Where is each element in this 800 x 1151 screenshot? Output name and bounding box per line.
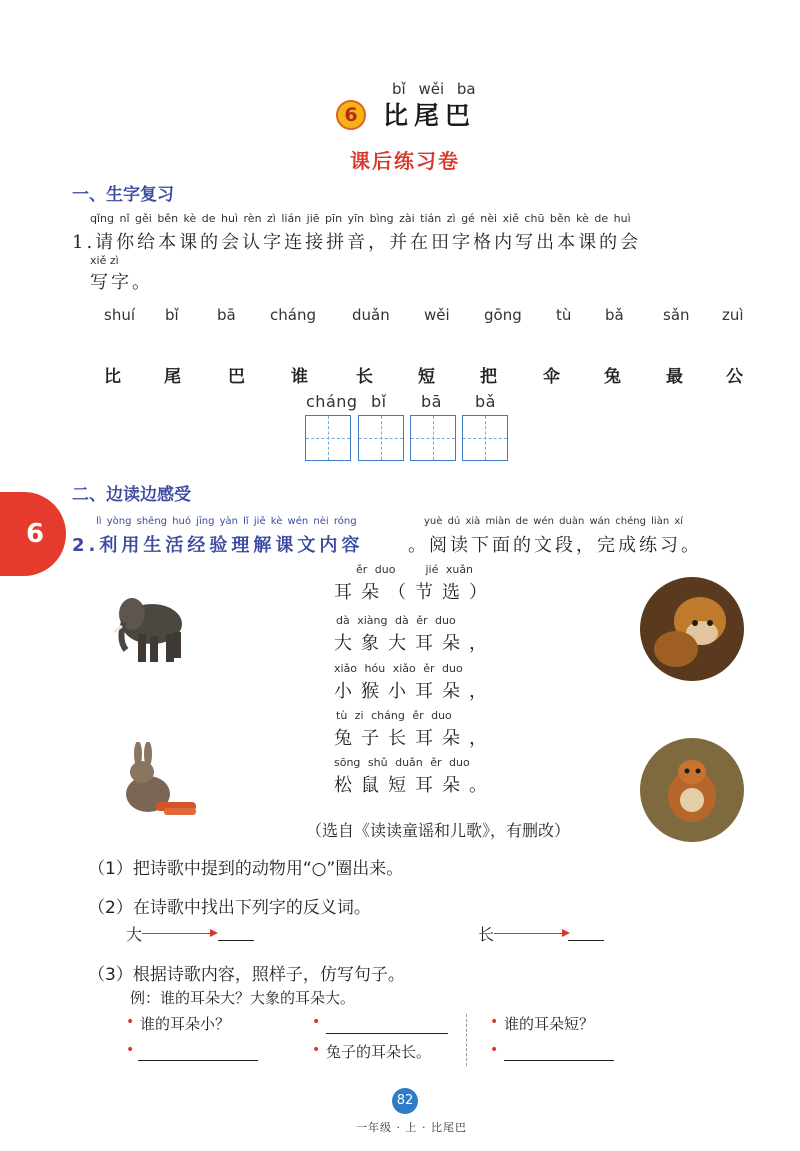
sub-question-3: （3）根据诗歌内容，照样子，仿写句子。 [88,965,405,985]
arrow-icon [494,933,568,934]
elephant-image [110,588,190,670]
character-item[interactable]: 谁 [291,367,308,387]
question-2-pinyin-a: lì yòng shēng huó jīng yàn lǐ jiě kè wén nèi róng [96,516,357,527]
question-2-text-a: 2.利用生活经验理解课文内容 [72,535,364,556]
question-1-pinyin-2: xiě zì [90,254,119,267]
character-item[interactable]: 把 [480,367,497,387]
pinyin-item[interactable]: duǎn [352,306,390,324]
section-heading-2: 二、边读边感受 [72,485,191,505]
question-2-pinyin-b: yuè dú xià miàn de wén duàn wán chéng liàn xí [424,516,684,527]
character-item[interactable]: 兔 [604,367,621,387]
pinyin-item[interactable]: wěi [424,306,450,324]
page-subtitle: 课后练习卷 [350,149,460,173]
writing-grid-box[interactable] [462,415,508,461]
character-item[interactable]: 长 [356,367,373,387]
poem-title: 耳朵（节选） [334,582,496,603]
squirrel-image [640,738,744,842]
fill-blank[interactable] [138,1060,258,1061]
pinyin-item[interactable]: sǎn [663,306,690,324]
pinyin-item[interactable]: bā [217,306,236,324]
question-1-pinyin: qǐng nǐ gěi běn kè de huì rèn zì lián jiē pīn yīn bìng zài tián zì gé nèi xiě chū běn kè de huì [90,212,631,225]
writing-grid-box[interactable] [410,415,456,461]
rabbit-image [108,742,204,822]
character-item[interactable]: 公 [726,367,743,387]
pinyin-item[interactable]: shuí [104,306,135,324]
fill-blank[interactable] [504,1060,614,1061]
question-2-text-b: 。阅读下面的文段，完成练习。 [408,535,702,556]
poem-line-pinyin: xiǎo hóu xiǎo ěr duo [334,662,463,675]
bullet-icon: • [126,1042,135,1058]
poem-line: 兔子长耳朵， [334,728,496,749]
pinyin-item[interactable]: tù [556,306,572,324]
sub-question-2: （2）在诗歌中找出下列字的反义词。 [88,898,371,918]
poem-line-pinyin: tù zi cháng ěr duo [336,709,452,722]
footer-text: 一年级 · 上 · 比尾巴 [356,1121,467,1134]
character-item[interactable]: 短 [418,367,435,387]
pinyin-item[interactable]: bǐ [165,306,179,324]
sub-question-1: （1）把诗歌中提到的动物用“○”圈出来。 [88,859,404,879]
pinyin-item[interactable]: cháng [270,306,316,324]
example-sentence: 例：谁的耳朵大？大象的耳朵大。 [130,989,356,1007]
poem-line: 松鼠短耳朵。 [334,775,496,796]
question-1-text-2: 写字。 [90,272,153,293]
antonym-blank-2[interactable] [568,940,604,941]
writing-grid-box[interactable] [358,415,404,461]
writing-grid-box[interactable] [305,415,351,461]
chapter-side-tab: 6 [0,492,66,576]
lesson-title: 比尾巴 [383,101,477,130]
grid-pinyin: bǐ [371,392,387,411]
bullet-icon: • [490,1014,499,1030]
character-item[interactable]: 最 [666,367,683,387]
grid-pinyin: bā [421,392,442,411]
pinyin-item[interactable]: gōng [484,306,522,324]
bullet-icon: • [126,1014,135,1030]
divider [466,1014,467,1066]
page-number: 82 [392,1088,418,1114]
arrow-icon [142,933,216,934]
antonym-blank-1[interactable] [218,940,254,941]
fill-prompt-1: 谁的耳朵小？ [140,1015,231,1033]
character-item[interactable]: 比 [104,367,121,387]
antonym-word-2: 长 [478,925,495,944]
question-1-text: 1.请你给本课的会认字连接拼音，并在田字格内写出本课的会 [72,232,642,253]
antonym-word-1: 大 [126,925,143,944]
poem-source: （选自《读读童谣和儿歌》，有删改） [306,821,571,840]
bullet-icon: • [312,1014,321,1030]
poem-line-pinyin: dà xiàng dà ěr duo [336,614,456,627]
lesson-number-badge: 6 [336,100,366,130]
monkey-image [640,577,744,681]
poem-line: 小猴小耳朵， [334,681,496,702]
poem-line: 大象大耳朵， [334,633,496,654]
fill-prompt-2: 兔子的耳朵长。 [326,1043,432,1061]
bullet-icon: • [312,1042,321,1058]
pinyin-item[interactable]: zuì [722,306,744,324]
fill-prompt-3: 谁的耳朵短？ [504,1015,595,1033]
section-heading-1: 一、生字复习 [72,185,174,205]
character-item[interactable]: 伞 [543,367,560,387]
character-item[interactable]: 巴 [228,367,245,387]
character-item[interactable]: 尾 [164,367,181,387]
pinyin-item[interactable]: bǎ [605,306,624,324]
bullet-icon: • [490,1042,499,1058]
poem-line-pinyin: sōng shǔ duǎn ěr duo [334,756,470,769]
title-pinyin: bǐ wěi ba [392,80,476,98]
grid-pinyin: bǎ [475,392,496,411]
fill-blank[interactable] [326,1033,448,1034]
poem-title-pinyin: ěr duo jié xuǎn [356,563,474,576]
grid-pinyin: cháng [306,392,358,411]
